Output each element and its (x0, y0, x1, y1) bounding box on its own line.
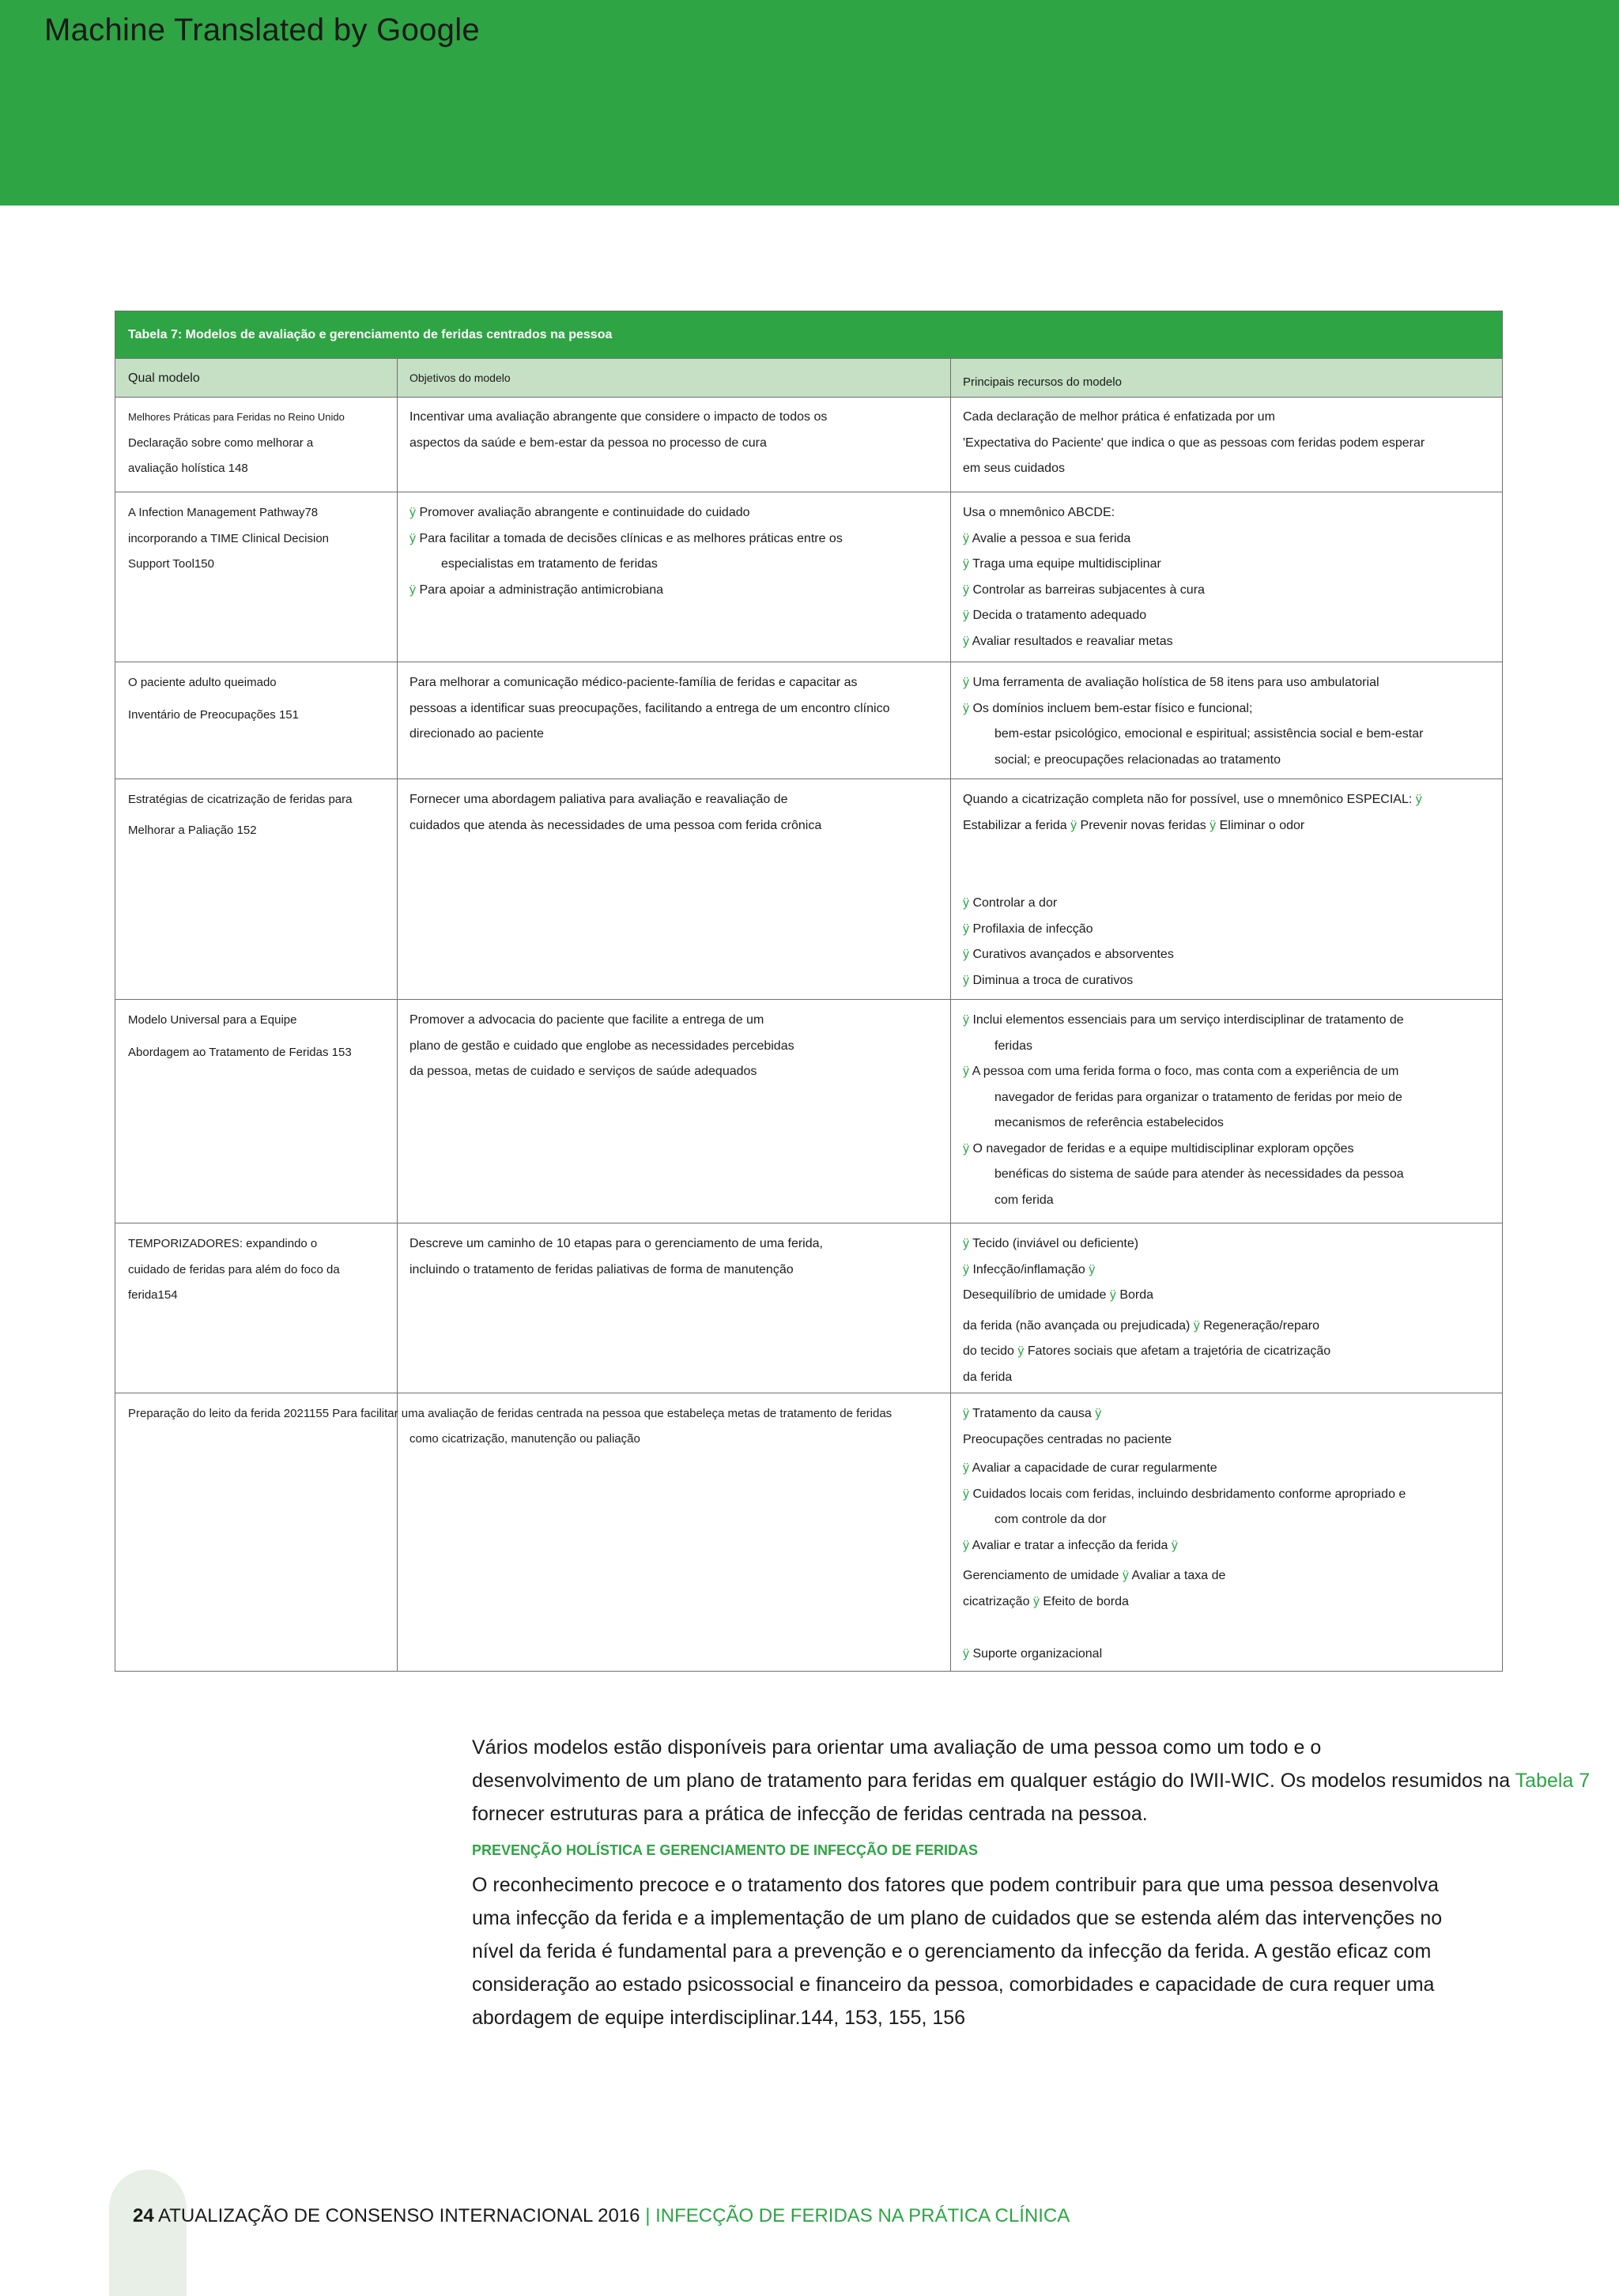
objective-line: pessoas a identificar suas preocupações, facilitando a entrega de um encontro clínico (409, 701, 890, 715)
feature-line: navegador de feridas para organizar o tratamento de feridas por meio de (994, 1090, 1402, 1104)
model-name-line: Preparação do leito da ferida 2021155 Para facilitar uma avaliação de feridas centrada na pessoa que estabeleça metas de tratamento de feridas (128, 1407, 893, 1420)
feature-bullet: ÿ Curativos avançados e absorventes (963, 948, 1174, 961)
feature-bullet: ÿ Profilaxia de infecção (963, 922, 1093, 936)
model-cell (115, 1393, 397, 1672)
model-name-line: Support Tool150 (128, 557, 214, 571)
bullet-icon: ÿ (1193, 1318, 1200, 1333)
feature-line: Desequilíbrio de umidade ÿ Borda (963, 1288, 1154, 1302)
model-cell (115, 492, 397, 662)
objectives-cell (397, 662, 950, 779)
objective-line: cuidados que atenda às necessidades de uma pessoa com ferida crônica (409, 818, 822, 832)
bullet-icon: ÿ (963, 1141, 969, 1156)
feature-bullet: ÿ Avalie a pessoa e sua ferida (963, 531, 1131, 545)
feature-line: com controle da dor (994, 1513, 1107, 1526)
bullet-icon: ÿ (963, 1407, 969, 1420)
bullet-icon: ÿ (1070, 818, 1077, 832)
model-name-line: avaliação holística 148 (128, 462, 248, 475)
feature-line: mecanismos de referência estabelecidos (994, 1116, 1224, 1129)
objectives-cell (397, 492, 950, 662)
intro-paragraph: Vários modelos estão disponíveis para orientar uma avaliação de uma pessoa como um todo e o desenvolvimento de um plano de tratamento para feridas em qualquer estágio do IWII-WIC. Os modelos resumidos na Tabela 7 fornecer estruturas para a prática de infecção de feridas centrada na pessoa. (472, 1736, 1591, 1825)
footer-subtitle: INFECÇÃO DE FERIDAS NA PRÁTICA CLÍNICA (655, 2205, 1070, 2226)
feature-bullet: ÿ Infecção/inflamação ÿ (963, 1262, 1096, 1276)
bullet-icon: ÿ (409, 582, 416, 597)
bullet-icon: ÿ (963, 609, 969, 622)
bullet-icon: ÿ (963, 634, 969, 648)
bullet-icon: ÿ (1032, 1594, 1040, 1608)
bullet-icon: ÿ (409, 531, 416, 545)
bullet-icon: ÿ (1095, 1407, 1102, 1420)
features-cell (950, 1393, 1504, 1672)
feature-line: Estabilizar a ferida ÿ Prevenir novas feridas ÿ Eliminar o odor (963, 818, 1305, 832)
bullet-icon: ÿ (963, 922, 969, 936)
feature-bullet: ÿ Tecido (inviável ou deficiente) (963, 1237, 1139, 1250)
feature-line: 'Expectativa do Paciente' que indica o que as pessoas com feridas podem esperar (963, 435, 1425, 450)
feature-line: com ferida (994, 1193, 1054, 1207)
feature-line: Quando a cicatrização completa não for possível, use o mnemônico ESPECIAL: ÿ (963, 793, 1422, 806)
bullet-icon: ÿ (409, 506, 416, 519)
objective-bullet: ÿ Para facilitar a tomada de decisões clínicas e as melhores práticas entre os (409, 531, 843, 545)
bullet-icon: ÿ (1171, 1538, 1178, 1552)
bullet-icon: ÿ (963, 973, 969, 987)
section-heading: PREVENÇÃO HOLÍSTICA E GERENCIAMENTO DE INFECÇÃO DE FERIDAS (472, 1842, 979, 1858)
bullet-icon: ÿ (1109, 1288, 1116, 1302)
objective-line: Para melhorar a comunicação médico-paciente-família de feridas e capacitar as (409, 676, 858, 689)
objectives-cell (397, 1223, 950, 1393)
feature-bullet: ÿ Controlar a dor (963, 896, 1058, 910)
objectives-cell (397, 397, 950, 492)
bullet-icon: ÿ (963, 896, 969, 910)
table-row (115, 1223, 1502, 1393)
model-name-line: cuidado de feridas para além do foco da (128, 1262, 340, 1276)
model-cell (115, 1223, 397, 1393)
bullet-icon: ÿ (1089, 1262, 1096, 1276)
objective-line: como cicatrização, manutenção ou paliação (409, 1432, 640, 1446)
bullet-icon: ÿ (1122, 1569, 1129, 1582)
feature-line: bem-estar psicológico, emocional e espiritual; assistência social e bem-estar (994, 727, 1424, 741)
table-row (115, 492, 1502, 662)
model-name-line: Abordagem ao Tratamento de Feridas 153 (128, 1045, 352, 1059)
objective-line: especialistas em tratamento de feridas (441, 557, 658, 571)
feature-line: do tecido ÿ Fatores sociais que afetam a trajetória de cicatrização (963, 1344, 1331, 1358)
bullet-icon: ÿ (1210, 818, 1217, 832)
feature-bullet: ÿ O navegador de feridas e a equipe multidisciplinar exploram opções (963, 1141, 1354, 1156)
feature-bullet: ÿ A pessoa com uma ferida forma o foco, mas conta com a experiência de um (963, 1065, 1399, 1078)
objective-line: direcionado ao paciente (409, 727, 544, 741)
objectives-cell (397, 779, 950, 999)
feature-bullet: ÿ Avaliar a capacidade de curar regularmente (963, 1461, 1217, 1475)
feature-line: benéficas do sistema de saúde para atender às necessidades da pessoa (994, 1167, 1404, 1181)
feature-bullet: ÿ Avaliar e tratar a infecção da ferida ÿ (963, 1538, 1178, 1552)
bullet-icon: ÿ (963, 1487, 969, 1501)
body-text (472, 1731, 1610, 2034)
feature-bullet: ÿ Cuidados locais com feridas, incluindo desbridamento conforme apropriado e (963, 1487, 1406, 1501)
table-row (115, 1000, 1502, 1223)
column-header-features: Principais recursos do modelo (963, 375, 1122, 389)
feature-line: Cada declaração de melhor prática é enfatizada por um (963, 410, 1275, 424)
features-cell (950, 1223, 1504, 1393)
objective-bullet: ÿ Para apoiar a administração antimicrobiana (409, 582, 664, 597)
table-row (115, 662, 1502, 779)
bullet-icon: ÿ (963, 948, 969, 961)
feature-bullet: ÿ Uma ferramenta de avaliação holística de 58 itens para uso ambulatorial (963, 676, 1379, 689)
footer-tab-shape (109, 2170, 187, 2296)
model-name-line: Modelo Universal para a Equipe (128, 1013, 297, 1027)
table-header-row (115, 359, 1502, 398)
model-cell (115, 662, 397, 779)
model-name-line: ferida154 (128, 1288, 178, 1302)
feature-line: Gerenciamento de umidade ÿ Avaliar a taxa de (963, 1569, 1226, 1582)
feature-line: em seus cuidados (963, 462, 1065, 475)
prevention-paragraph: O reconhecimento precoce e o tratamento dos fatores que podem contribuir para que uma pessoa desenvolva uma infecção da ferida e a implementação de um plano de cuidados que se estenda além das intervenções no nível da ferida é fundamental para a prevenção e o gerenciamento da infecção da ferida. A gestão eficaz com consideração ao estado psicossocial e financeiro da pessoa, comorbidades e capacidade de cura requer uma abordagem de equipe interdisciplinar.144, 153, 155, 156 (472, 1874, 1443, 2029)
model-name-line: Inventário de Preocupações 151 (128, 707, 299, 722)
bullet-icon: ÿ (963, 557, 969, 571)
column-header-objectives: Objetivos do modelo (409, 371, 511, 384)
model-cell (115, 397, 397, 492)
footer-title: ATUALIZAÇÃO DE CONSENSO INTERNACIONAL 2016 (158, 2205, 640, 2226)
page-footer (133, 2205, 1070, 2227)
feature-bullet: ÿ Decida o tratamento adequado (963, 609, 1147, 622)
model-name-line: TEMPORIZADORES: expandindo o (128, 1237, 318, 1250)
feature-bullet: ÿ Avaliar resultados e reavaliar metas (963, 634, 1173, 648)
column-header-model: Qual modelo (128, 371, 200, 385)
feature-bullet: ÿ Traga uma equipe multidisciplinar (963, 557, 1161, 571)
feature-bullet: ÿ Diminua a troca de curativos (963, 973, 1134, 987)
feature-line: cicatrização ÿ Efeito de borda (963, 1594, 1129, 1608)
objectives-cell (397, 1000, 950, 1223)
table-row (115, 779, 1502, 1000)
bullet-icon: ÿ (963, 1013, 969, 1027)
objective-line: plano de gestão e cuidado que englobe as necessidades percebidas (409, 1039, 794, 1053)
page-number: 24 (133, 2205, 154, 2226)
objective-line: incluindo o tratamento de feridas paliativas de forma de manutenção (409, 1262, 794, 1276)
objective-line: Promover a advocacia do paciente que facilite a entrega de um (409, 1013, 764, 1027)
footer-separator: | (645, 2205, 651, 2226)
table-row (115, 397, 1502, 492)
bullet-icon: ÿ (963, 1237, 969, 1250)
table-7-link[interactable]: Tabela 7 (1515, 1770, 1591, 1792)
objective-line: Fornecer uma abordagem paliativa para avaliação e reavaliação de (409, 793, 788, 806)
bullet-icon: ÿ (963, 701, 969, 715)
model-cell (115, 779, 397, 999)
objectives-cell (397, 1393, 950, 1672)
objective-line: da pessoa, metas de cuidado e serviços de saúde adequados (409, 1065, 757, 1078)
feature-line: da ferida (963, 1370, 1013, 1384)
bullet-icon: ÿ (963, 1647, 969, 1661)
bullet-icon: ÿ (963, 676, 969, 689)
feature-bullet: ÿ Tratamento da causa ÿ (963, 1407, 1102, 1420)
model-cell (115, 1000, 397, 1223)
table-caption: Tabela 7: Modelos de avaliação e gerenciamento de feridas centrados na pessoa (115, 311, 1502, 359)
feature-line: Usa o mnemônico ABCDE: (963, 506, 1115, 519)
model-name-line: Declaração sobre como melhorar a (128, 435, 314, 450)
table-row (115, 1393, 1502, 1672)
bullet-icon: ÿ (963, 1262, 969, 1276)
objective-line: Descreve um caminho de 10 etapas para o gerenciamento de uma ferida, (409, 1237, 823, 1250)
feature-line: feridas (994, 1039, 1033, 1053)
feature-bullet: ÿ Inclui elementos essenciais para um serviço interdisciplinar de tratamento de (963, 1013, 1404, 1027)
bullet-icon: ÿ (963, 1461, 969, 1475)
feature-line: social; e preocupações relacionadas ao tratamento (994, 752, 1281, 767)
feature-line: da ferida (não avançada ou prejudicada) ÿ Regeneração/reparo (963, 1318, 1319, 1333)
features-cell (950, 779, 1504, 999)
feature-bullet: ÿ Os domínios incluem bem-estar físico e funcional; (963, 701, 1253, 715)
table-7 (115, 311, 1503, 1672)
features-cell (950, 1000, 1504, 1223)
model-name-line: O paciente adulto queimado (128, 676, 277, 689)
model-name-line: Estratégias de cicatrização de feridas para (128, 793, 353, 806)
model-name-line: incorporando a TIME Clinical Decision (128, 531, 330, 545)
features-cell (950, 662, 1504, 779)
feature-line: Preocupações centradas no paciente (963, 1432, 1172, 1446)
bullet-icon: ÿ (1415, 793, 1422, 806)
machine-translation-label: Machine Translated by Google (44, 13, 480, 47)
model-name-line: A Infection Management Pathway78 (128, 506, 319, 519)
feature-bullet: ÿ Controlar as barreiras subjacentes à cura (963, 582, 1205, 597)
objective-line: Incentivar uma avaliação abrangente que considere o impacto de todos os (409, 410, 828, 424)
features-cell (950, 397, 1504, 492)
objective-line: aspectos da saúde e bem-estar da pessoa no processo de cura (409, 435, 767, 450)
header-banner (0, 0, 1619, 205)
bullet-icon: ÿ (963, 582, 969, 597)
bullet-icon: ÿ (963, 1538, 969, 1552)
model-name-line: Melhorar a Paliação 152 (128, 823, 257, 837)
objective-bullet: ÿ Promover avaliação abrangente e continuidade do cuidado (409, 506, 750, 519)
model-name-line: Melhores Práticas para Feridas no Reino Unido (128, 411, 345, 423)
bullet-icon: ÿ (963, 531, 969, 545)
bullet-icon: ÿ (1017, 1344, 1025, 1358)
bullet-icon: ÿ (963, 1065, 969, 1078)
features-cell (950, 492, 1504, 662)
feature-bullet: ÿ Suporte organizacional (963, 1647, 1103, 1661)
